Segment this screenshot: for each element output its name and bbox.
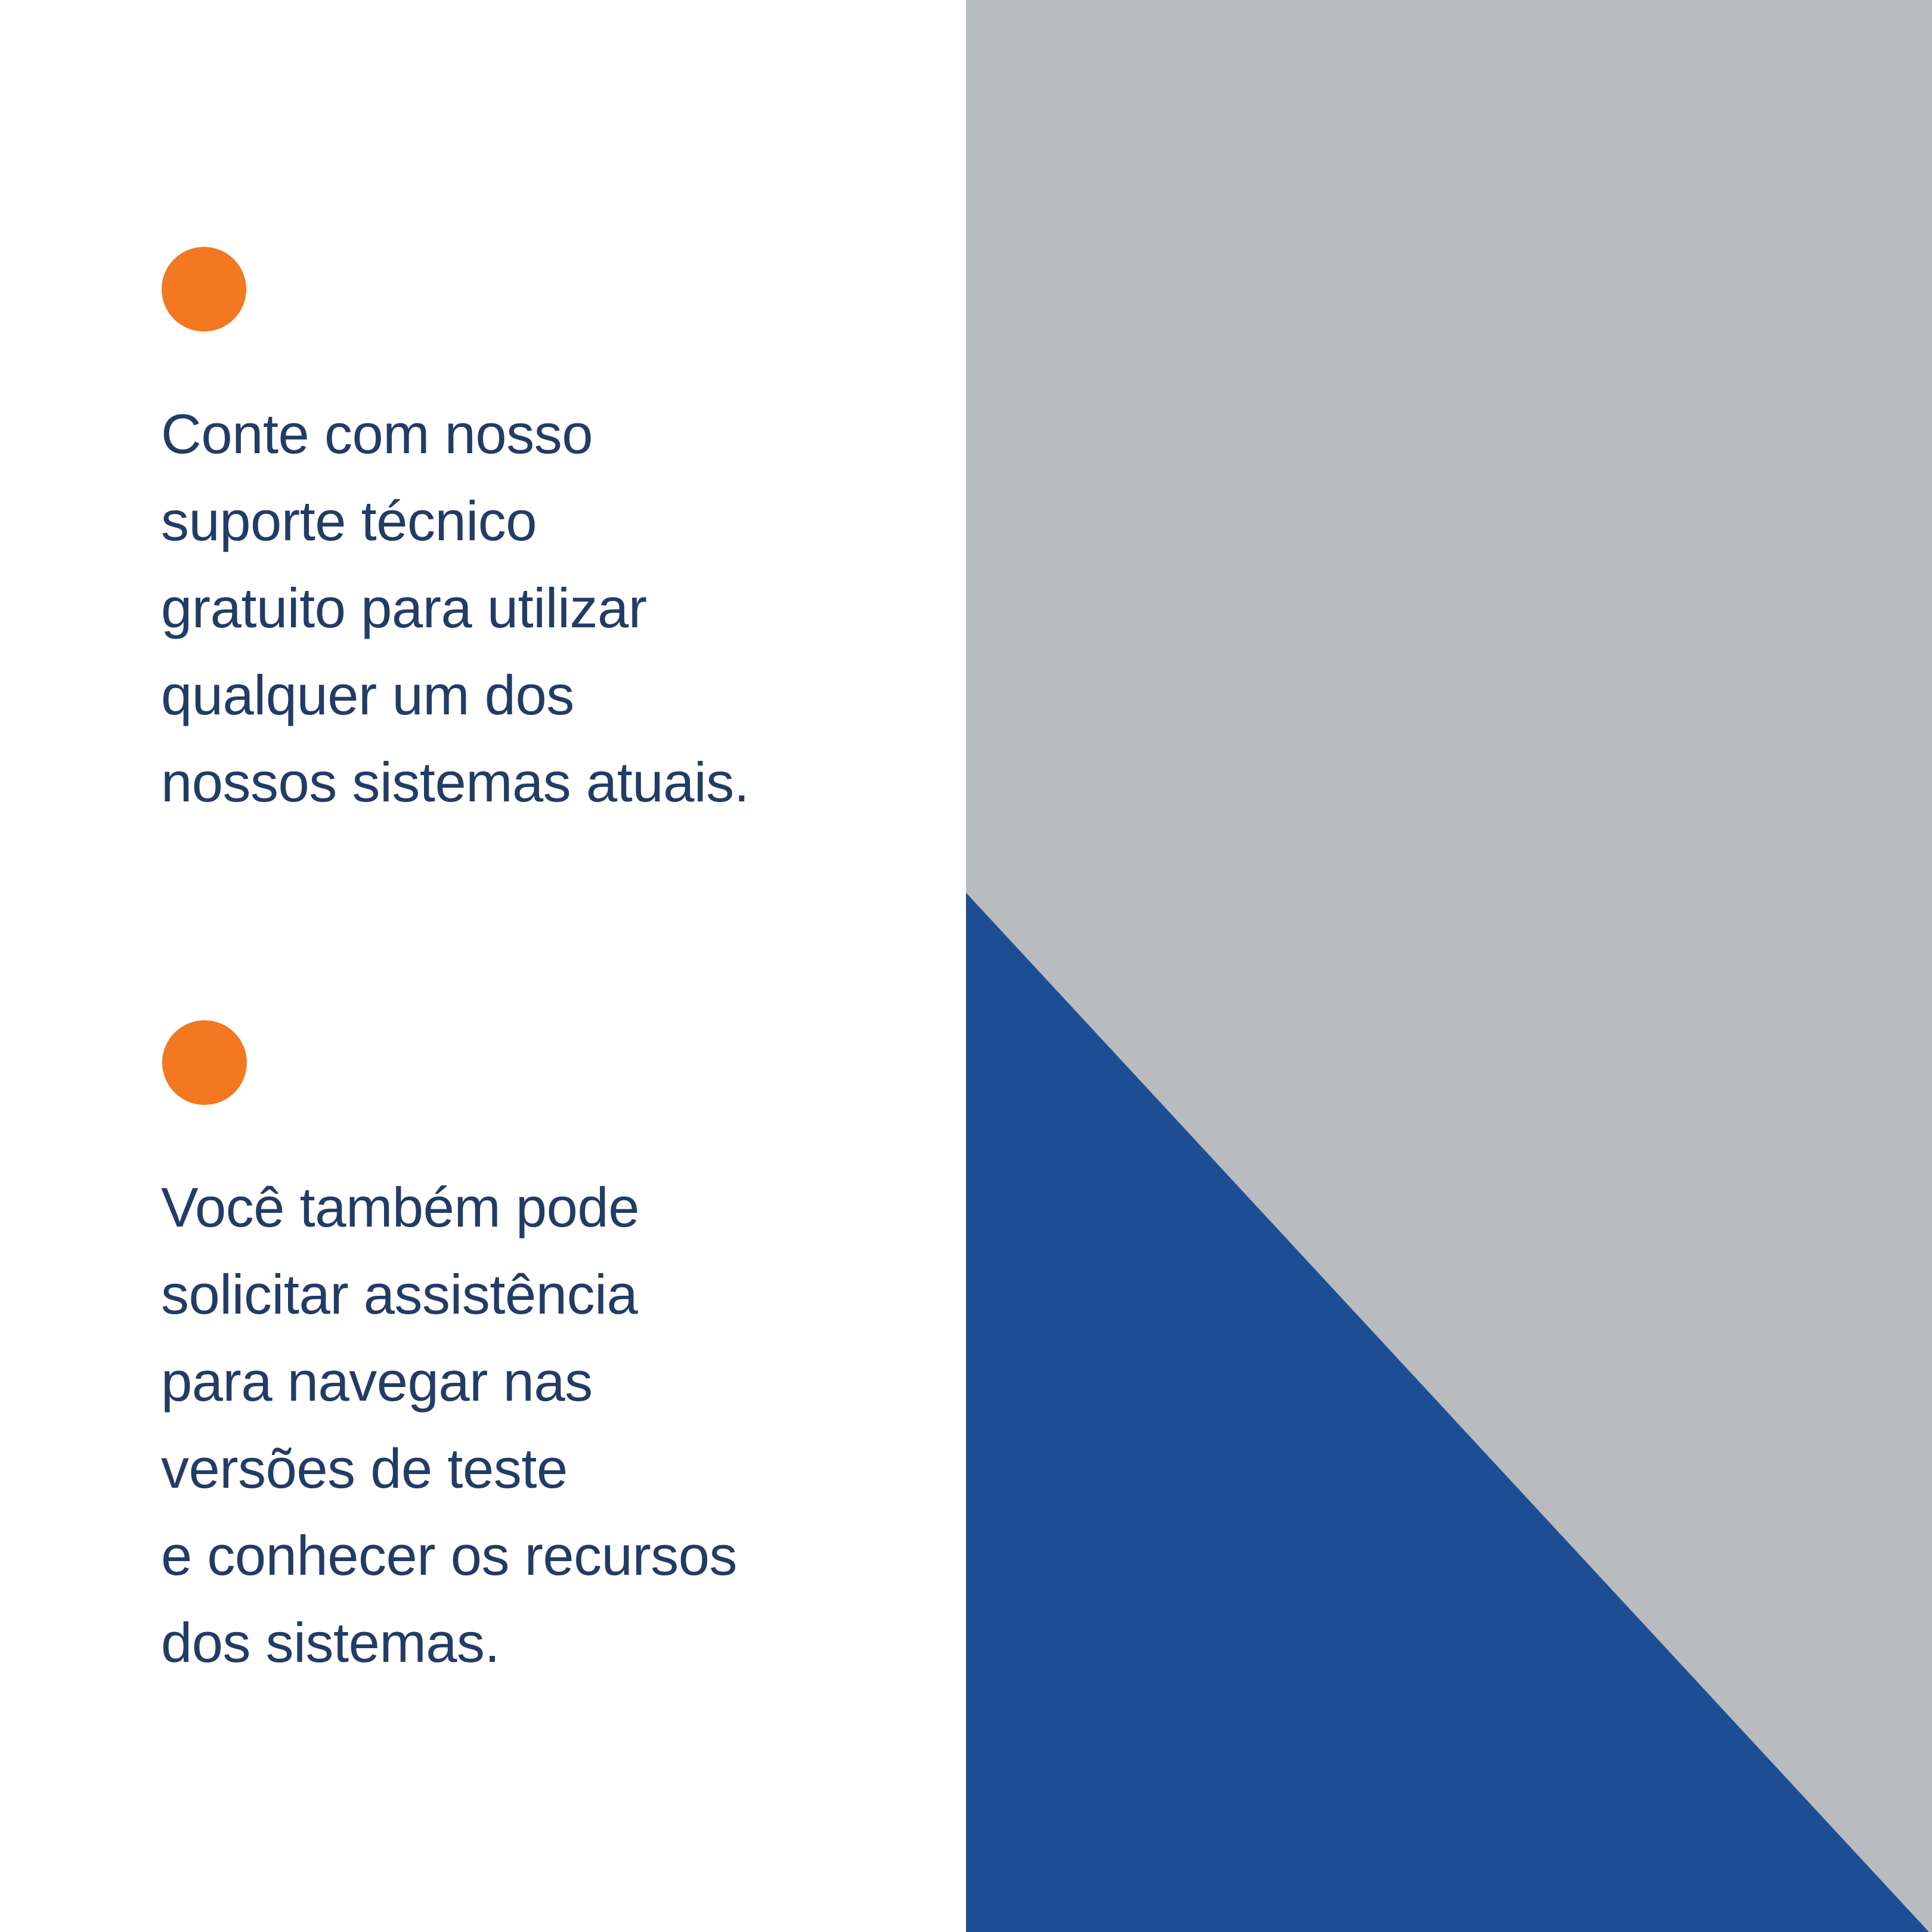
paragraph-line: para navegar nas <box>161 1350 593 1413</box>
orange-dot-icon <box>162 247 246 332</box>
orange-dot-icon <box>162 1020 247 1105</box>
paragraph-line: Você também pode <box>161 1176 639 1239</box>
paragraph-line: gratuito para utilizar <box>161 577 647 639</box>
paragraph-line: e conhecer os recursos <box>161 1524 738 1587</box>
paragraph-line: nossos sistemas atuais. <box>161 751 750 813</box>
paragraph-line: qualquer um dos <box>161 664 574 726</box>
paragraph-line: versões de teste <box>161 1437 568 1500</box>
paragraph-line: solicitar assistência <box>161 1263 638 1326</box>
paragraph-block-2 <box>161 1164 924 1686</box>
paragraph-line: Conte com nosso <box>161 402 593 465</box>
paragraph-line: dos sistemas. <box>161 1611 500 1674</box>
gray-background-panel <box>966 0 1932 1932</box>
blue-diagonal-triangle <box>966 0 1932 1932</box>
paragraph-block-1 <box>161 391 924 826</box>
paragraph-line: suporte técnico <box>161 490 537 552</box>
